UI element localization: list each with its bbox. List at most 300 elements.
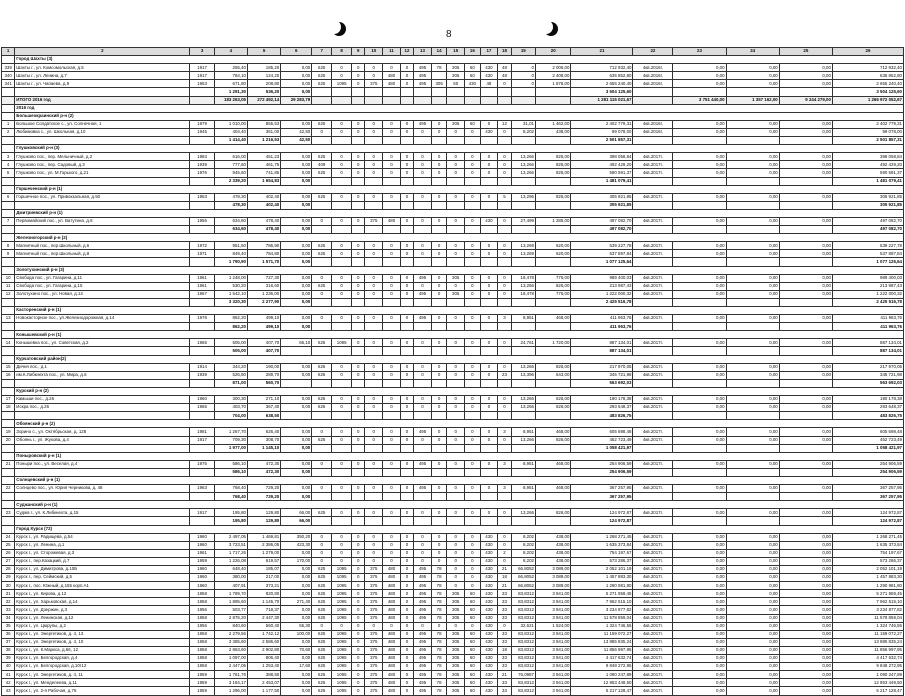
table-cell: 1945	[190, 128, 214, 136]
table-cell: 0	[383, 120, 401, 128]
table-cell: 0	[365, 64, 383, 72]
table-cell: 0,00	[673, 638, 726, 646]
table-cell: 0	[332, 169, 352, 177]
table-cell: 0,00	[726, 485, 779, 493]
table-cell: 497 082,70	[571, 217, 633, 225]
table-cell	[2, 185, 15, 193]
table-row	[2, 614, 904, 622]
table-cell: 1095	[332, 614, 352, 622]
table-cell	[431, 468, 447, 476]
table-cell	[352, 258, 365, 266]
table-cell: 388,50	[247, 671, 280, 679]
table-cell	[447, 468, 465, 476]
table-cell: 438,00	[535, 549, 570, 557]
table-cell	[332, 468, 352, 476]
table-cell: 430	[480, 566, 498, 574]
table-cell: 60	[465, 638, 481, 646]
table-cell: 35	[2, 622, 15, 630]
table-cell: 786,90	[247, 242, 280, 250]
table-cell: им.К.Либкнехта пос., ул. Мира, д.6	[15, 371, 190, 379]
table-cell: 0	[383, 404, 401, 412]
table-cell: 0	[480, 161, 498, 169]
table-cell: 1959	[190, 687, 214, 695]
section-title: Поныровский р-н (1)	[15, 452, 904, 460]
table-cell	[465, 347, 481, 355]
table-cell: 0,00	[726, 282, 779, 290]
table-cell: 305	[431, 80, 447, 88]
table-cell: 1979	[190, 120, 214, 128]
table-cell: 0,00	[281, 282, 312, 290]
subtotal-row	[2, 412, 904, 420]
table-cell	[414, 493, 432, 501]
table-cell	[447, 96, 465, 104]
table-cell: 0	[352, 638, 365, 646]
table-cell: 0,00	[779, 687, 832, 695]
table-cell: Поныри пос., ул. Веселая, д.4	[15, 460, 190, 468]
table-cell: 0	[498, 436, 511, 444]
table-cell: 305	[447, 590, 465, 598]
table-cell: 0	[332, 193, 352, 201]
table-cell	[498, 468, 511, 476]
table-cell: 625	[312, 614, 332, 622]
table-cell: 0	[511, 72, 535, 80]
table-cell: 99 078,00	[832, 128, 903, 136]
table-cell: 0,00	[281, 250, 312, 258]
table-row	[2, 549, 904, 557]
table-cell	[2, 226, 15, 234]
table-row	[2, 242, 904, 250]
table-cell: 0,00	[281, 363, 312, 371]
table-cell: 430	[480, 72, 498, 80]
table-cell: 1960	[190, 396, 214, 404]
table-cell	[365, 96, 383, 104]
table-cell: 0,00	[779, 371, 832, 379]
table-cell: 0	[383, 242, 401, 250]
table-cell: 375	[365, 663, 383, 671]
table-cell: 1958	[190, 655, 214, 663]
table-cell: 625	[312, 687, 332, 695]
table-cell: 1917	[190, 436, 214, 444]
table-cell: 0	[352, 614, 365, 622]
table-cell	[535, 201, 570, 209]
table-cell	[15, 88, 190, 96]
table-cell: 29 283,79	[281, 96, 312, 104]
table-cell	[15, 201, 190, 209]
table-row	[2, 161, 904, 169]
table-cell: 4кв.2017г.	[633, 663, 673, 671]
table-row	[2, 428, 904, 436]
section-title: Глушковский р-н (3)	[15, 145, 904, 153]
table-cell: 13,266	[511, 509, 535, 517]
table-cell: 638,50	[247, 412, 280, 420]
table-cell: 625	[312, 242, 332, 250]
table-cell	[447, 493, 465, 501]
column-number-cell: 14	[431, 48, 447, 56]
column-number-cell: 18	[498, 48, 511, 56]
table-cell: 0	[465, 339, 481, 347]
table-cell	[447, 177, 465, 185]
table-cell: 0	[480, 274, 498, 282]
table-cell: 78	[431, 566, 447, 574]
table-cell: 0,00	[779, 72, 832, 80]
table-cell: 0	[365, 282, 383, 290]
table-cell: 0	[400, 250, 413, 258]
table-row	[2, 557, 904, 565]
subtotal-row	[2, 88, 904, 96]
table-cell: 483 826,75	[571, 412, 633, 420]
table-cell	[431, 412, 447, 420]
table-cell: 430	[480, 663, 498, 671]
table-cell: 806,40	[247, 655, 280, 663]
table-cell: 0	[383, 274, 401, 282]
table-cell	[2, 468, 15, 476]
table-cell: 0,00	[726, 549, 779, 557]
table-cell: 375	[365, 614, 383, 622]
table-cell: 495	[414, 72, 432, 80]
table-cell: Курск г., пер. Сеймский, д.5	[15, 574, 190, 582]
table-cell: 1 058 421,97	[571, 444, 633, 452]
table-cell: 0	[447, 460, 465, 468]
table-cell: 0,00	[673, 120, 726, 128]
table-cell: 0	[465, 574, 481, 582]
table-cell: 305	[447, 290, 465, 298]
table-cell: 1 414,40	[214, 137, 247, 145]
table-cell: 0	[365, 120, 383, 128]
table-cell: 0	[465, 557, 481, 565]
subtotal-row	[2, 444, 904, 452]
table-cell: 0,00	[281, 217, 312, 225]
table-cell	[498, 177, 511, 185]
table-cell: 0,00	[281, 606, 312, 614]
table-cell	[726, 347, 779, 355]
table-cell: Курск г., пер.Казацкий, д.7	[15, 557, 190, 565]
table-cell: 0,00	[779, 290, 832, 298]
table-cell	[332, 379, 352, 387]
table-cell: 625	[312, 671, 332, 679]
table-cell: 375	[365, 80, 383, 88]
table-cell: 1965	[190, 339, 214, 347]
table-cell	[15, 137, 190, 145]
table-cell: 38	[2, 646, 15, 654]
table-cell	[383, 96, 401, 104]
table-cell: 0	[383, 250, 401, 258]
table-cell: 0,00	[673, 217, 726, 225]
table-cell: 0,00	[779, 128, 832, 136]
table-cell	[447, 226, 465, 234]
table-cell: 0,00	[673, 582, 726, 590]
table-cell: 0	[480, 460, 498, 468]
table-cell: 590 591,37	[832, 169, 903, 177]
table-cell: 10	[2, 274, 15, 282]
table-cell	[673, 201, 726, 209]
table-cell	[400, 201, 413, 209]
table-cell	[498, 493, 511, 501]
table-cell: 704,00	[214, 412, 247, 420]
table-cell	[498, 88, 511, 96]
table-cell: 0	[383, 64, 401, 72]
table-cell	[190, 444, 214, 452]
table-cell: 671,80	[214, 80, 247, 88]
table-cell: 13,396	[511, 371, 535, 379]
table-cell	[312, 444, 332, 452]
table-cell: 1 324 746,55	[832, 622, 903, 630]
table-cell	[400, 412, 413, 420]
table-cell: 635 852,80	[832, 72, 903, 80]
table-cell: 1 324 746,55	[571, 622, 633, 630]
table-cell	[2, 258, 15, 266]
table-cell: 1 571,70	[247, 258, 280, 266]
table-cell: 1967	[190, 290, 214, 298]
table-cell: 3 941,00	[535, 663, 570, 671]
table-cell: 0	[400, 274, 413, 282]
table-cell	[414, 258, 432, 266]
table-cell: 729,20	[247, 485, 280, 493]
table-cell	[312, 493, 332, 501]
table-cell: 0	[332, 315, 352, 323]
table-cell: 862,20	[214, 323, 247, 331]
table-cell: 78	[431, 679, 447, 687]
table-cell: 4кв.2017г.	[633, 250, 673, 258]
table-cell: 78	[431, 671, 447, 679]
table-cell: 0	[332, 396, 352, 404]
table-cell: 0	[447, 250, 465, 258]
table-cell	[190, 412, 214, 420]
table-cell	[332, 201, 352, 209]
table-cell	[431, 96, 447, 104]
table-cell: 0,00	[673, 153, 726, 161]
table-cell	[633, 137, 673, 145]
table-row	[2, 64, 904, 72]
table-cell: 375	[365, 566, 383, 574]
table-cell: 468,00	[535, 485, 570, 493]
table-cell: 0	[400, 574, 413, 582]
table-cell: 37	[2, 638, 15, 646]
table-cell: 480	[383, 217, 401, 225]
table-cell	[400, 517, 413, 525]
table-cell: 0	[414, 217, 432, 225]
table-cell: Обоянь г., ул. Жукова, д.4	[15, 436, 190, 444]
table-cell	[673, 258, 726, 266]
table-cell: 0	[431, 549, 447, 557]
table-cell: Курск г., ул. Цюрупы, д.2	[15, 622, 190, 630]
table-cell: 625	[312, 72, 332, 80]
table-cell: 625	[312, 574, 332, 582]
table-cell	[400, 298, 413, 306]
subtotal-row	[2, 298, 904, 306]
table-cell: 840,60	[214, 622, 247, 630]
table-cell: 1095	[332, 671, 352, 679]
table-cell	[365, 468, 383, 476]
table-cell: 1 291,30	[214, 88, 247, 96]
table-cell: 0,00	[281, 655, 312, 663]
table-cell: 0	[352, 460, 365, 468]
table-cell: 1 279,00	[247, 549, 280, 557]
table-cell	[352, 298, 365, 306]
table-cell: 0,00	[726, 242, 779, 250]
table-cell: 0,00	[726, 339, 779, 347]
table-cell: 0,00	[281, 274, 312, 282]
table-cell: 375	[365, 217, 383, 225]
table-cell: Курск г., ул. Энергетиков, д. 4, 13	[15, 630, 190, 638]
table-cell: Курск г., ул. К.Маркса, д.66, 12	[15, 646, 190, 654]
table-cell	[312, 177, 332, 185]
table-cell	[312, 96, 332, 104]
table-cell: 3 504 125,60	[571, 88, 633, 96]
section-title: Суджанский р-н (1)	[15, 501, 904, 509]
table-cell	[383, 444, 401, 452]
table-cell: 0,00	[673, 485, 726, 493]
table-cell: 0,00	[673, 533, 726, 541]
table-cell: 1958	[190, 630, 214, 638]
table-cell: 6	[2, 193, 15, 201]
table-cell: 3 941,00	[535, 671, 570, 679]
table-cell: 4кв.2017г.	[633, 533, 673, 541]
table-cell	[190, 298, 214, 306]
table-cell: 1 790,90	[214, 258, 247, 266]
table-cell	[2, 420, 15, 428]
table-cell	[332, 493, 352, 501]
table-cell: 190,00	[247, 363, 280, 371]
table-cell: 9 848 272,95	[832, 663, 903, 671]
table-cell	[480, 226, 498, 234]
table-cell	[779, 137, 832, 145]
table-cell: 34	[2, 614, 15, 622]
table-cell: Курск г., ул. Дзержин, д.3	[15, 606, 190, 614]
table-cell: 4кв.2017г.	[633, 242, 673, 250]
table-cell: 11 159 072,27	[571, 630, 633, 638]
table-cell	[2, 137, 15, 145]
table-cell: 60	[465, 606, 481, 614]
table-cell: 0,00	[726, 250, 779, 258]
table-cell	[2, 444, 15, 452]
table-cell: 48	[498, 72, 511, 80]
table-cell: 826,00	[535, 161, 570, 169]
table-cell: 0	[400, 193, 413, 201]
table-cell: 48	[480, 80, 498, 88]
punch-hole-mark-left	[332, 22, 346, 36]
table-cell	[2, 145, 15, 153]
table-cell	[447, 88, 465, 96]
table-row	[2, 598, 904, 606]
table-cell: 0,00	[281, 88, 312, 96]
table-cell: 0	[498, 161, 511, 169]
table-cell: 605 698,48	[832, 428, 903, 436]
table-cell	[2, 379, 15, 387]
column-number-cell: 4	[214, 48, 247, 56]
table-cell: 0	[447, 315, 465, 323]
table-cell: 1 457 883,30	[832, 574, 903, 582]
table-cell	[633, 323, 673, 331]
table-cell: 0,00	[281, 177, 312, 185]
table-cell: 1095	[332, 598, 352, 606]
table-cell: Курск г., ул. Ленинская, д.12	[15, 614, 190, 622]
table-cell	[15, 226, 190, 234]
table-cell: 0,00	[281, 671, 312, 679]
table-cell: 39	[2, 655, 15, 663]
table-cell: 2 655 240,40	[832, 80, 903, 88]
table-cell: 40	[2, 663, 15, 671]
table-cell: 0	[400, 557, 413, 565]
table-cell: 0	[400, 404, 413, 412]
table-cell: 17,60	[281, 663, 312, 671]
table-cell: 4кв.2017г.	[633, 614, 673, 622]
table-cell: 0	[383, 315, 401, 323]
table-cell: 70,60	[281, 646, 312, 654]
table-cell: 60	[465, 655, 481, 663]
table-cell	[352, 444, 365, 452]
table-cell: 25	[2, 541, 15, 549]
table-cell: 33	[2, 606, 15, 614]
subtotal-row	[2, 201, 904, 209]
table-cell	[480, 379, 498, 387]
table-cell: 0,00	[673, 509, 726, 517]
table-cell	[2, 112, 15, 120]
table-cell: 1 226,08	[214, 557, 247, 565]
table-cell: 0	[465, 566, 481, 574]
table-cell: 0	[465, 217, 481, 225]
table-cell: 350,20	[281, 533, 312, 541]
table-cell	[633, 298, 673, 306]
table-cell: 0	[352, 549, 365, 557]
table-row	[2, 663, 904, 671]
table-cell: 430	[480, 598, 498, 606]
table-cell: 1961	[190, 282, 214, 290]
table-cell: 0	[352, 541, 365, 549]
table-row	[2, 460, 904, 468]
table-cell	[673, 88, 726, 96]
table-cell: 0	[431, 274, 447, 282]
table-cell	[726, 468, 779, 476]
table-cell: 718,37	[247, 606, 280, 614]
table-cell: 0	[498, 153, 511, 161]
table-cell: Курск г., ул. Энергетиков, д. 4, 11	[15, 671, 190, 679]
table-cell: 1095	[332, 638, 352, 646]
table-cell: 5 217 128,47	[571, 687, 633, 695]
table-cell	[511, 412, 535, 420]
table-cell: 1095	[332, 687, 352, 695]
table-cell: 27	[2, 557, 15, 565]
table-cell: 430	[480, 655, 498, 663]
table-cell: 0,00	[779, 250, 832, 258]
table-cell: 0	[498, 404, 511, 412]
table-cell: 0	[465, 485, 481, 493]
table-cell: 60	[465, 646, 481, 654]
table-cell: 4кв.2017г.	[633, 339, 673, 347]
table-cell: 48	[498, 64, 511, 72]
table-cell: 0,00	[281, 161, 312, 169]
table-cell: 0	[480, 290, 498, 298]
column-number-cell: 20	[535, 48, 570, 56]
table-cell	[352, 347, 365, 355]
table-cell: 402,40	[247, 201, 280, 209]
table-cell: 0,00	[726, 128, 779, 136]
table-cell: 0	[400, 153, 413, 161]
table-cell	[431, 323, 447, 331]
table-cell: 0	[365, 315, 383, 323]
table-cell: 1 789,70	[214, 590, 247, 598]
table-cell	[312, 468, 332, 476]
table-cell: 1960	[190, 566, 214, 574]
table-cell: 1971	[190, 250, 214, 258]
table-cell: 124,20	[247, 72, 280, 80]
table-row	[2, 80, 904, 88]
table-cell: 0	[383, 371, 401, 379]
table-cell: 0	[480, 485, 498, 493]
table-cell: 78	[431, 582, 447, 590]
table-cell: 0	[465, 509, 481, 517]
table-cell: 0,00	[281, 80, 312, 88]
table-cell: Курск г., ул. Харьковская, д.14	[15, 598, 190, 606]
